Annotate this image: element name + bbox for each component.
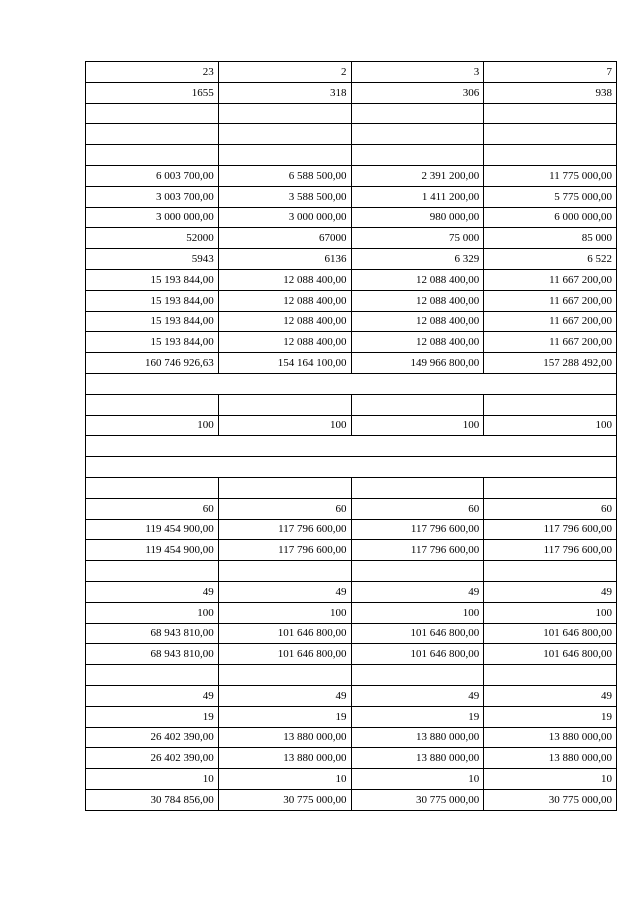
table-cell <box>484 561 617 582</box>
table-cell: 101 646 800,00 <box>218 623 351 644</box>
table-row <box>86 457 617 478</box>
table-cell: 3 <box>351 62 484 83</box>
table-cell: 100 <box>218 602 351 623</box>
table-row <box>86 789 617 810</box>
table-row <box>86 373 617 394</box>
table-cell: 119 454 900,00 <box>86 540 219 561</box>
table-cell: 15 193 844,00 <box>86 332 219 353</box>
table-cell: 60 <box>484 498 617 519</box>
table-cell: 119 454 900,00 <box>86 519 219 540</box>
data-table-body <box>86 62 617 811</box>
table-cell: 11 667 200,00 <box>484 269 617 290</box>
table-cell: 3 588 500,00 <box>218 186 351 207</box>
table-row <box>86 186 617 207</box>
table-cell: 12 088 400,00 <box>218 269 351 290</box>
table-cell: 5943 <box>86 249 219 270</box>
table-cell <box>351 124 484 145</box>
table-cell: 12 088 400,00 <box>351 269 484 290</box>
table-row <box>86 82 617 103</box>
table-cell: 49 <box>86 581 219 602</box>
table-cell: 10 <box>218 769 351 790</box>
table-cell: 52000 <box>86 228 219 249</box>
table-cell: 938 <box>484 82 617 103</box>
table-cell: 11 667 200,00 <box>484 311 617 332</box>
table-cell: 1 411 200,00 <box>351 186 484 207</box>
table-cell: 19 <box>484 706 617 727</box>
table-cell: 49 <box>351 685 484 706</box>
table-cell: 11 667 200,00 <box>484 290 617 311</box>
table-cell: 160 746 926,63 <box>86 353 219 374</box>
table-row <box>86 769 617 790</box>
table-cell: 49 <box>86 685 219 706</box>
table-cell: 60 <box>351 498 484 519</box>
table-cell: 15 193 844,00 <box>86 269 219 290</box>
table-cell: 13 880 000,00 <box>351 748 484 769</box>
table-cell: 13 880 000,00 <box>351 727 484 748</box>
table-cell: 149 966 800,00 <box>351 353 484 374</box>
table-cell: 12 088 400,00 <box>351 311 484 332</box>
table-cell: 5 775 000,00 <box>484 186 617 207</box>
table-cell <box>484 665 617 686</box>
table-row <box>86 62 617 83</box>
table-row <box>86 207 617 228</box>
table-row <box>86 332 617 353</box>
table-cell: 6 329 <box>351 249 484 270</box>
table-cell: 10 <box>484 769 617 790</box>
table-row <box>86 249 617 270</box>
table-cell: 2 <box>218 62 351 83</box>
table-row <box>86 540 617 561</box>
table-cell: 60 <box>86 498 219 519</box>
table-cell <box>86 145 219 166</box>
table-cell <box>351 394 484 415</box>
table-cell: 3 003 700,00 <box>86 186 219 207</box>
table-cell: 7 <box>484 62 617 83</box>
table-cell-merged <box>86 373 617 394</box>
table-cell: 100 <box>484 415 617 436</box>
table-cell: 6 000 000,00 <box>484 207 617 228</box>
table-cell-merged <box>86 457 617 478</box>
table-cell: 101 646 800,00 <box>484 644 617 665</box>
table-cell: 3 000 000,00 <box>218 207 351 228</box>
table-cell: 10 <box>86 769 219 790</box>
table-cell <box>351 665 484 686</box>
table-cell: 6 588 500,00 <box>218 165 351 186</box>
table-row <box>86 269 617 290</box>
table-row <box>86 602 617 623</box>
table-cell: 100 <box>484 602 617 623</box>
table-cell: 12 088 400,00 <box>351 290 484 311</box>
table-row <box>86 394 617 415</box>
table-cell: 101 646 800,00 <box>351 623 484 644</box>
table-cell: 12 088 400,00 <box>351 332 484 353</box>
table-cell <box>218 394 351 415</box>
table-cell: 85 000 <box>484 228 617 249</box>
table-cell: 154 164 100,00 <box>218 353 351 374</box>
table-cell: 68 943 810,00 <box>86 644 219 665</box>
table-cell: 306 <box>351 82 484 103</box>
table-cell: 6 003 700,00 <box>86 165 219 186</box>
table-cell: 101 646 800,00 <box>351 644 484 665</box>
table-cell: 117 796 600,00 <box>218 519 351 540</box>
table-cell: 11 667 200,00 <box>484 332 617 353</box>
table-cell: 49 <box>218 685 351 706</box>
table-cell: 13 880 000,00 <box>484 727 617 748</box>
table-row <box>86 165 617 186</box>
table-row <box>86 644 617 665</box>
table-cell <box>484 103 617 124</box>
table-cell: 26 402 390,00 <box>86 727 219 748</box>
table-cell: 23 <box>86 62 219 83</box>
table-row <box>86 727 617 748</box>
table-cell: 101 646 800,00 <box>484 623 617 644</box>
table-cell: 12 088 400,00 <box>218 332 351 353</box>
table-cell <box>484 145 617 166</box>
table-cell: 30 775 000,00 <box>484 789 617 810</box>
table-cell: 6136 <box>218 249 351 270</box>
table-cell: 100 <box>351 415 484 436</box>
table-cell <box>218 145 351 166</box>
table-cell: 117 796 600,00 <box>484 519 617 540</box>
table-cell: 1655 <box>86 82 219 103</box>
table-cell <box>86 394 219 415</box>
table-cell: 30 784 856,00 <box>86 789 219 810</box>
table-cell: 318 <box>218 82 351 103</box>
table-cell: 19 <box>218 706 351 727</box>
table-cell <box>484 124 617 145</box>
table-row <box>86 748 617 769</box>
table-cell: 117 796 600,00 <box>351 519 484 540</box>
table-cell: 30 775 000,00 <box>351 789 484 810</box>
table-row <box>86 415 617 436</box>
table-cell <box>218 561 351 582</box>
table-cell: 19 <box>351 706 484 727</box>
table-cell: 26 402 390,00 <box>86 748 219 769</box>
table-row <box>86 290 617 311</box>
table-cell <box>218 103 351 124</box>
table-cell: 12 088 400,00 <box>218 311 351 332</box>
table-cell <box>86 561 219 582</box>
table-cell: 117 796 600,00 <box>484 540 617 561</box>
table-cell <box>218 477 351 498</box>
table-row <box>86 228 617 249</box>
table-cell: 100 <box>351 602 484 623</box>
table-cell: 6 522 <box>484 249 617 270</box>
table-cell <box>351 145 484 166</box>
table-cell: 3 000 000,00 <box>86 207 219 228</box>
table-cell: 15 193 844,00 <box>86 311 219 332</box>
table-cell: 117 796 600,00 <box>218 540 351 561</box>
table-cell <box>86 103 219 124</box>
table-row <box>86 145 617 166</box>
table-row <box>86 124 617 145</box>
table-cell <box>484 477 617 498</box>
table-cell <box>351 561 484 582</box>
table-cell: 13 880 000,00 <box>218 727 351 748</box>
table-cell <box>351 477 484 498</box>
table-row <box>86 706 617 727</box>
table-cell: 13 880 000,00 <box>218 748 351 769</box>
table-cell: 19 <box>86 706 219 727</box>
data-table <box>85 61 617 811</box>
table-row <box>86 685 617 706</box>
table-cell: 49 <box>218 581 351 602</box>
table-cell: 12 088 400,00 <box>218 290 351 311</box>
table-cell <box>484 394 617 415</box>
table-cell <box>218 124 351 145</box>
table-cell <box>218 665 351 686</box>
table-row <box>86 519 617 540</box>
table-row <box>86 436 617 457</box>
table-cell: 101 646 800,00 <box>218 644 351 665</box>
table-cell: 10 <box>351 769 484 790</box>
table-cell <box>351 103 484 124</box>
table-cell: 75 000 <box>351 228 484 249</box>
table-cell: 980 000,00 <box>351 207 484 228</box>
table-row <box>86 561 617 582</box>
table-cell: 15 193 844,00 <box>86 290 219 311</box>
table-row <box>86 311 617 332</box>
table-row <box>86 103 617 124</box>
table-cell <box>86 124 219 145</box>
table-cell: 2 391 200,00 <box>351 165 484 186</box>
table-cell: 67000 <box>218 228 351 249</box>
table-cell <box>86 477 219 498</box>
table-cell: 49 <box>351 581 484 602</box>
table-row <box>86 477 617 498</box>
table-cell: 68 943 810,00 <box>86 623 219 644</box>
table-row <box>86 498 617 519</box>
table-cell: 49 <box>484 581 617 602</box>
table-row <box>86 623 617 644</box>
table-cell: 117 796 600,00 <box>351 540 484 561</box>
table-cell: 100 <box>218 415 351 436</box>
table-cell: 11 775 000,00 <box>484 165 617 186</box>
table-cell: 100 <box>86 602 219 623</box>
table-row <box>86 665 617 686</box>
table-cell: 60 <box>218 498 351 519</box>
table-cell <box>86 665 219 686</box>
table-cell-merged <box>86 436 617 457</box>
table-cell: 100 <box>86 415 219 436</box>
table-cell: 49 <box>484 685 617 706</box>
table-cell: 157 288 492,00 <box>484 353 617 374</box>
table-row <box>86 581 617 602</box>
table-row <box>86 353 617 374</box>
table-cell: 30 775 000,00 <box>218 789 351 810</box>
table-cell: 13 880 000,00 <box>484 748 617 769</box>
